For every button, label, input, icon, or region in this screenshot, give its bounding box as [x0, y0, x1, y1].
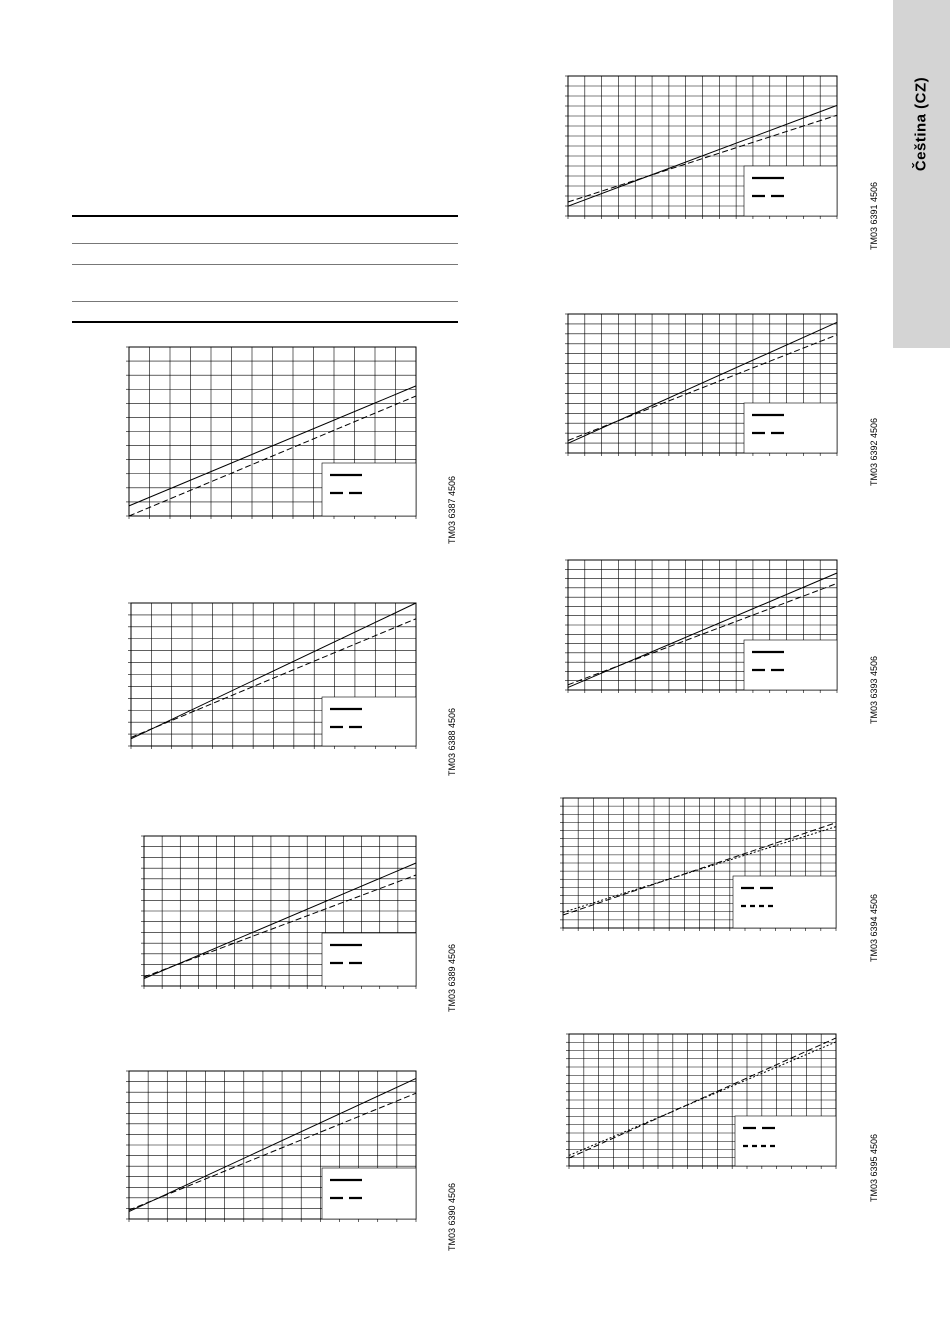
- figure-code: TM03 6393 4506: [869, 655, 879, 725]
- figure-code: TM03 6389 4506: [447, 943, 457, 1013]
- figure-code: TM03 6390 4506: [447, 1182, 457, 1252]
- figure-code: TM03 6388 4506: [447, 707, 457, 777]
- figure-code: TM03 6391 4506: [869, 181, 879, 251]
- figure-code: TM03 6392 4506: [869, 417, 879, 487]
- figure-code: TM03 6394 4506: [869, 893, 879, 963]
- figure-code: TM03 6395 4506: [869, 1133, 879, 1203]
- legend-box: [735, 1116, 836, 1166]
- language-tab-label: Čeština (CZ): [912, 76, 930, 172]
- figure-code: TM03 6387 4506: [447, 475, 457, 545]
